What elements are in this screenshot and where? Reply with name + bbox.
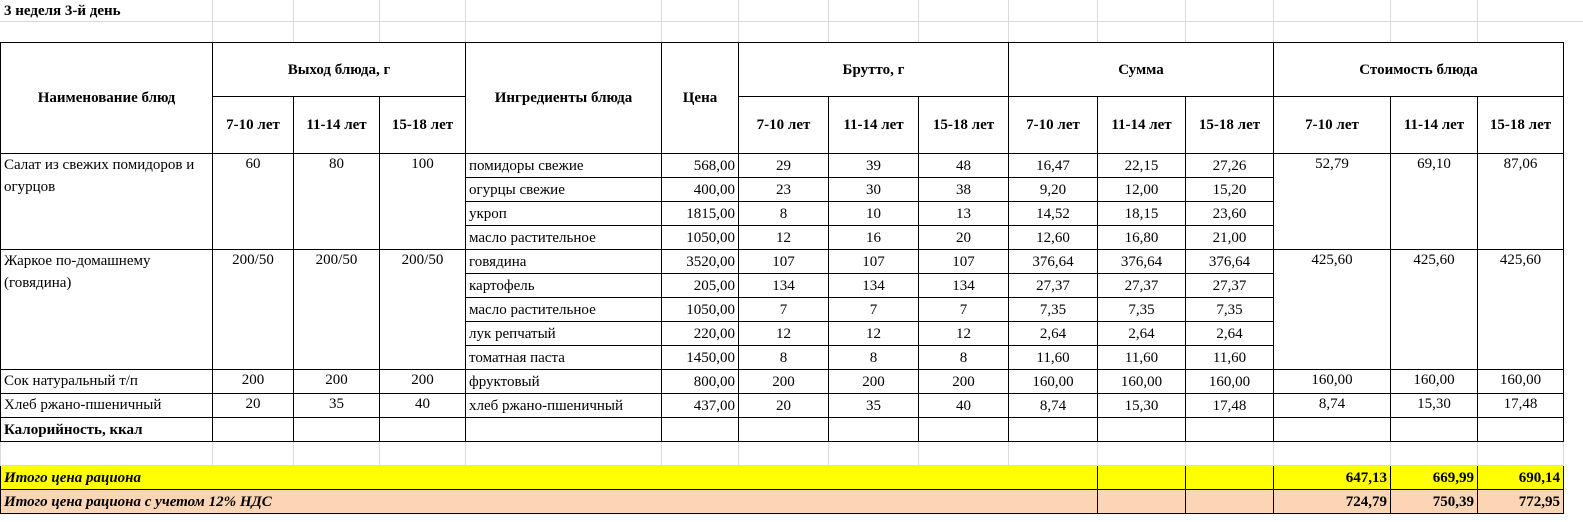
dish-output: 200 (213, 370, 294, 394)
ingredient-name: огурцы свежие (466, 178, 662, 202)
ingredient-gross: 10 (829, 202, 919, 226)
dish-output: 35 (294, 394, 380, 418)
spacer-row (1, 442, 1564, 466)
empty-cell (1274, 418, 1391, 442)
ingredient-sum: 7,35 (1186, 298, 1274, 322)
grid-line (1390, 0, 1391, 42)
ingredient-sum: 9,20 (1009, 178, 1098, 202)
dish-output: 200 (294, 370, 380, 394)
grid-line (1273, 0, 1274, 42)
empty-cell (466, 418, 662, 442)
total-value: 690,14 (1478, 466, 1564, 490)
dish-cost: 52,79 (1274, 154, 1391, 250)
ingredient-name: томатная паста (466, 346, 662, 370)
ingredient-price: 1050,00 (662, 298, 739, 322)
grid-line (918, 0, 919, 42)
total-value: 669,99 (1391, 466, 1478, 490)
ingredient-name: укроп (466, 202, 662, 226)
dish-name: Жаркое по-домашнему (говядина) (1, 250, 213, 370)
ingredient-sum: 2,64 (1098, 322, 1186, 346)
empty-cell (1391, 442, 1478, 466)
ingredient-sum: 15,20 (1186, 178, 1274, 202)
header-age: 15-18 лет (1478, 97, 1564, 154)
ingredient-sum: 16,47 (1009, 154, 1098, 178)
total-value: 724,79 (1274, 490, 1391, 514)
grid-line (1477, 0, 1478, 42)
dish-cost: 425,60 (1478, 250, 1564, 370)
ingredient-sum: 8,74 (1009, 394, 1098, 418)
dish-output: 80 (294, 154, 380, 250)
ingredient-gross: 7 (919, 298, 1009, 322)
grid-line (828, 0, 829, 42)
header-price: Цена (662, 43, 739, 154)
header-sum: Сумма (1009, 43, 1274, 97)
dish-output: 20 (213, 394, 294, 418)
header-age: 11-14 лет (1098, 97, 1186, 154)
ingredient-sum: 160,00 (1186, 370, 1274, 394)
empty-cell (662, 418, 739, 442)
empty-cell (294, 442, 380, 466)
dish-name: Сок натуральный т/п (1, 370, 213, 394)
header-age: 11-14 лет (294, 97, 380, 154)
empty-cell (662, 442, 739, 466)
empty-cell (1009, 442, 1098, 466)
empty-cell (1098, 418, 1186, 442)
ingredient-sum: 7,35 (1009, 298, 1098, 322)
empty-cell (1009, 418, 1098, 442)
empty-cell (919, 442, 1009, 466)
ingredient-sum: 7,35 (1098, 298, 1186, 322)
ingredient-sum: 12,00 (1098, 178, 1186, 202)
ingredient-gross: 40 (919, 394, 1009, 418)
grid-line (1097, 0, 1098, 42)
header-age: 7-10 лет (1274, 97, 1391, 154)
header-age: 11-14 лет (1391, 97, 1478, 154)
ingredient-gross: 200 (829, 370, 919, 394)
grid-line (293, 0, 294, 42)
empty-cell (294, 418, 380, 442)
ingredient-gross: 200 (739, 370, 829, 394)
header-age: 15-18 лет (380, 97, 466, 154)
dish-output: 100 (380, 154, 466, 250)
header-output: Выход блюда, г (213, 43, 466, 97)
ingredient-sum: 27,26 (1186, 154, 1274, 178)
dish-cost: 87,06 (1478, 154, 1564, 250)
ingredient-sum: 160,00 (1009, 370, 1098, 394)
ingredient-sum: 11,60 (1186, 346, 1274, 370)
ingredient-name: говядина (466, 250, 662, 274)
header-gross: Брутто, г (739, 43, 1009, 97)
empty-cell (1274, 442, 1391, 466)
ingredient-price: 1050,00 (662, 226, 739, 250)
dish-cost: 15,30 (1391, 394, 1478, 418)
dish-cost: 160,00 (1478, 370, 1564, 394)
grid-line (0, 21, 1583, 22)
ingredient-name: картофель (466, 274, 662, 298)
empty-cell (739, 442, 829, 466)
empty-cell (1186, 490, 1274, 514)
empty-cell (1391, 418, 1478, 442)
ingredient-gross: 20 (739, 394, 829, 418)
ingredient-sum: 22,15 (1098, 154, 1186, 178)
empty-cell (213, 442, 294, 466)
ingredient-gross: 12 (739, 226, 829, 250)
empty-cell (213, 418, 294, 442)
empty-cell (1478, 418, 1564, 442)
table-body (1, 43, 1564, 514)
empty-cell (1478, 442, 1564, 466)
empty-cell (919, 418, 1009, 442)
total-vat-row (1, 490, 1564, 514)
dish-output: 60 (213, 154, 294, 250)
ingredient-gross: 8 (919, 346, 1009, 370)
grid-line (465, 0, 466, 42)
ingredient-gross: 8 (739, 346, 829, 370)
ingredient-sum: 27,37 (1186, 274, 1274, 298)
ingredient-price: 800,00 (662, 370, 739, 394)
ingredient-price: 568,00 (662, 154, 739, 178)
ingredient-gross: 134 (829, 274, 919, 298)
ingredient-gross: 8 (829, 346, 919, 370)
empty-cell (1186, 466, 1274, 490)
ingredient-sum: 17,48 (1186, 394, 1274, 418)
grid-line (738, 0, 739, 42)
empty-cell (1098, 466, 1186, 490)
ingredient-gross: 200 (919, 370, 1009, 394)
dish-cost: 160,00 (1274, 370, 1391, 394)
ingredient-gross: 7 (739, 298, 829, 322)
empty-cell (1098, 442, 1186, 466)
ingredient-sum: 27,37 (1009, 274, 1098, 298)
grid-line (1008, 0, 1009, 42)
ingredient-sum: 2,64 (1186, 322, 1274, 346)
ingredient-sum: 2,64 (1009, 322, 1098, 346)
ingredient-gross: 8 (739, 202, 829, 226)
dish-cost: 8,74 (1274, 394, 1391, 418)
ingredient-sum: 27,37 (1098, 274, 1186, 298)
ingredient-sum: 15,30 (1098, 394, 1186, 418)
empty-cell (829, 418, 919, 442)
ingredient-price: 3520,00 (662, 250, 739, 274)
ingredient-row (1, 154, 1564, 178)
ingredient-gross: 107 (919, 250, 1009, 274)
menu-table (0, 42, 1564, 514)
empty-cell (1186, 442, 1274, 466)
ingredient-sum: 376,64 (1186, 250, 1274, 274)
ingredient-sum: 376,64 (1009, 250, 1098, 274)
ingredient-sum: 21,00 (1186, 226, 1274, 250)
ingredient-price: 400,00 (662, 178, 739, 202)
dish-cost: 69,10 (1391, 154, 1478, 250)
header-cost: Стоимость блюда (1274, 43, 1564, 97)
ingredient-gross: 38 (919, 178, 1009, 202)
ingredient-row (1, 370, 1564, 394)
ingredient-price: 1815,00 (662, 202, 739, 226)
ingredient-sum: 23,60 (1186, 202, 1274, 226)
grid-line (379, 0, 380, 42)
empty-cell (829, 442, 919, 466)
dish-output: 40 (380, 394, 466, 418)
header-ingredients: Ингредиенты блюда (466, 43, 662, 154)
ingredient-gross: 12 (829, 322, 919, 346)
ingredient-price: 437,00 (662, 394, 739, 418)
header-age: 15-18 лет (919, 97, 1009, 154)
ingredient-price: 205,00 (662, 274, 739, 298)
ingredient-gross: 29 (739, 154, 829, 178)
header-ages-row (1, 97, 1564, 154)
header-age: 7-10 лет (213, 97, 294, 154)
dish-name: Хлеб ржано-пшеничный (1, 394, 213, 418)
dish-cost: 425,60 (1391, 250, 1478, 370)
dish-output: 200 (380, 370, 466, 394)
dish-output: 200/50 (294, 250, 380, 370)
ingredient-sum: 376,64 (1098, 250, 1186, 274)
empty-cell (1186, 418, 1274, 442)
empty-cell (380, 418, 466, 442)
dish-output: 200/50 (380, 250, 466, 370)
header-age: 15-18 лет (1186, 97, 1274, 154)
total-value: 750,39 (1391, 490, 1478, 514)
ingredient-gross: 107 (739, 250, 829, 274)
header-dish-name: Наименование блюд (1, 43, 213, 154)
ingredient-gross: 134 (919, 274, 1009, 298)
ingredient-sum: 12,60 (1009, 226, 1098, 250)
ingredient-gross: 13 (919, 202, 1009, 226)
total-row (1, 466, 1564, 490)
ingredient-row (1, 250, 1564, 274)
ingredient-gross: 16 (829, 226, 919, 250)
ingredient-gross: 35 (829, 394, 919, 418)
empty-cell (466, 442, 662, 466)
ingredient-name: масло растительное (466, 226, 662, 250)
dish-output: 200/50 (213, 250, 294, 370)
ingredient-price: 220,00 (662, 322, 739, 346)
empty-cell (1, 442, 213, 466)
empty-cell (739, 418, 829, 442)
header-age: 7-10 лет (739, 97, 829, 154)
ingredient-price: 1450,00 (662, 346, 739, 370)
ingredient-sum: 160,00 (1098, 370, 1186, 394)
dish-name: Салат из свежих помидоров и огурцов (1, 154, 213, 250)
total-label: Итого цена рациона (1, 466, 1098, 490)
header-age: 7-10 лет (1009, 97, 1098, 154)
calories-row (1, 418, 1564, 442)
ingredient-name: масло растительное (466, 298, 662, 322)
dish-cost: 17,48 (1478, 394, 1564, 418)
ingredient-name: фруктовый (466, 370, 662, 394)
ingredient-gross: 107 (829, 250, 919, 274)
grid-line (1185, 0, 1186, 42)
ingredient-gross: 12 (919, 322, 1009, 346)
empty-cell (1098, 490, 1186, 514)
ingredient-gross: 12 (739, 322, 829, 346)
ingredient-gross: 7 (829, 298, 919, 322)
ingredient-gross: 39 (829, 154, 919, 178)
dish-cost: 425,60 (1274, 250, 1391, 370)
header-row (1, 43, 1564, 97)
ingredient-gross: 134 (739, 274, 829, 298)
ingredient-row (1, 394, 1564, 418)
ingredient-sum: 16,80 (1098, 226, 1186, 250)
total-value: 772,95 (1478, 490, 1564, 514)
grid-line (212, 0, 213, 42)
ingredient-name: помидоры свежие (466, 154, 662, 178)
ingredient-sum: 11,60 (1098, 346, 1186, 370)
ingredient-gross: 30 (829, 178, 919, 202)
ingredient-gross: 20 (919, 226, 1009, 250)
dish-cost: 160,00 (1391, 370, 1478, 394)
grid-line (661, 0, 662, 42)
sheet-title: 3 неделя 3-й день (4, 3, 121, 19)
ingredient-name: лук репчатый (466, 322, 662, 346)
ingredient-sum: 18,15 (1098, 202, 1186, 226)
ingredient-sum: 11,60 (1009, 346, 1098, 370)
empty-cell (380, 442, 466, 466)
total-label: Итого цена рациона с учетом 12% НДС (1, 490, 1098, 514)
header-age: 11-14 лет (829, 97, 919, 154)
calories-label: Калорийность, ккал (1, 418, 213, 442)
total-value: 647,13 (1274, 466, 1391, 490)
ingredient-gross: 48 (919, 154, 1009, 178)
ingredient-gross: 23 (739, 178, 829, 202)
ingredient-sum: 14,52 (1009, 202, 1098, 226)
ingredient-name: хлеб ржано-пшеничный (466, 394, 662, 418)
